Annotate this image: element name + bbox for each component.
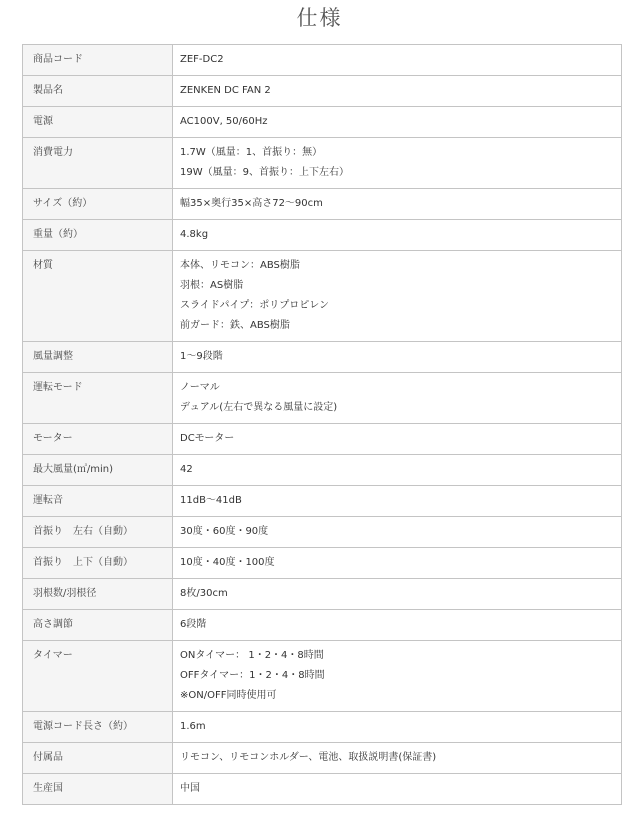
spec-label-cell bbox=[23, 220, 173, 251]
spec-row bbox=[23, 486, 622, 517]
spec-value-line: ONタイマー： 1・2・4・8時間 bbox=[180, 650, 324, 661]
spec-label: 最大風量(㎥/min) bbox=[33, 464, 114, 475]
spec-label: 首振り 左右（自動） bbox=[33, 526, 133, 537]
spec-value-line: 羽根：AS樹脂 bbox=[180, 280, 244, 291]
spec-label: 電源 bbox=[33, 116, 53, 127]
spec-label-cell bbox=[23, 743, 173, 774]
spec-value-line: 8枚/30cm bbox=[180, 588, 228, 599]
spec-table-body bbox=[23, 45, 622, 805]
spec-value-line: リモコン、リモコンホルダー、電池、取扱説明書(保証書) bbox=[180, 752, 437, 763]
spec-value-cell bbox=[173, 220, 622, 251]
spec-row bbox=[23, 548, 622, 579]
spec-label-cell bbox=[23, 342, 173, 373]
spec-value-line: 11dB〜41dB bbox=[180, 495, 242, 506]
spec-value-cell bbox=[173, 486, 622, 517]
spec-label-cell bbox=[23, 486, 173, 517]
spec-row bbox=[23, 712, 622, 743]
spec-row bbox=[23, 138, 622, 189]
spec-value-line: 19W（風量：9、首振り：上下左右） bbox=[180, 167, 349, 178]
spec-label: タイマー bbox=[33, 650, 73, 661]
spec-label: 生産国 bbox=[33, 783, 63, 794]
spec-row bbox=[23, 455, 622, 486]
spec-label: 首振り 上下（自動） bbox=[33, 557, 133, 568]
spec-row bbox=[23, 342, 622, 373]
spec-value-line: 10度・40度・100度 bbox=[180, 557, 275, 568]
spec-value-cell bbox=[173, 45, 622, 76]
spec-value-line: DCモーター bbox=[180, 433, 235, 444]
spec-label: 重量（約） bbox=[33, 229, 83, 240]
spec-label: サイズ（約） bbox=[33, 198, 93, 209]
spec-value-cell bbox=[173, 774, 622, 805]
spec-label-cell bbox=[23, 517, 173, 548]
spec-label-cell bbox=[23, 138, 173, 189]
spec-value-line: 1.6m bbox=[180, 721, 206, 732]
spec-value-line: 30度・60度・90度 bbox=[180, 526, 269, 537]
spec-label: 風量調整 bbox=[33, 351, 73, 362]
spec-label: 付属品 bbox=[33, 752, 63, 763]
spec-value-line: スライドパイプ：ポリプロピレン bbox=[180, 300, 329, 311]
spec-value-cell bbox=[173, 548, 622, 579]
spec-label-cell bbox=[23, 641, 173, 712]
spec-row bbox=[23, 220, 622, 251]
spec-row bbox=[23, 774, 622, 805]
spec-value-line: ZEF-DC2 bbox=[180, 54, 224, 65]
spec-value-line: 前ガード：鉄、ABS樹脂 bbox=[180, 320, 290, 331]
spec-value-cell bbox=[173, 455, 622, 486]
spec-value-line: ZENKEN DC FAN 2 bbox=[180, 85, 271, 96]
spec-value-line: ※ON/OFF同時使用可 bbox=[180, 690, 277, 701]
spec-label-cell bbox=[23, 774, 173, 805]
spec-label: 運転音 bbox=[33, 495, 63, 506]
spec-value-line: 1.7W（風量：1、首振り：無） bbox=[180, 147, 323, 158]
spec-value-cell bbox=[173, 76, 622, 107]
spec-value-cell bbox=[173, 342, 622, 373]
spec-row bbox=[23, 579, 622, 610]
spec-label: 電源コード長さ（約） bbox=[33, 721, 133, 732]
spec-value-cell bbox=[173, 373, 622, 424]
spec-label: モーター bbox=[33, 433, 73, 444]
spec-value-line: デュアル(左右で異なる風量に設定) bbox=[180, 402, 338, 413]
spec-value-line: OFFタイマー：1・2・4・8時間 bbox=[180, 670, 325, 681]
spec-label: 商品コード bbox=[33, 54, 83, 65]
spec-value-line: 4.8kg bbox=[180, 229, 209, 240]
spec-label-cell bbox=[23, 251, 173, 342]
spec-value-cell bbox=[173, 712, 622, 743]
spec-value-line: AC100V, 50/60Hz bbox=[180, 116, 268, 127]
spec-label-cell bbox=[23, 189, 173, 220]
spec-label: 製品名 bbox=[33, 85, 63, 96]
spec-value-line: 1〜9段階 bbox=[180, 351, 223, 362]
spec-row bbox=[23, 610, 622, 641]
spec-row bbox=[23, 743, 622, 774]
spec-row bbox=[23, 424, 622, 455]
spec-label: 高さ調節 bbox=[33, 619, 73, 630]
spec-label: 消費電力 bbox=[33, 147, 73, 158]
spec-row bbox=[23, 189, 622, 220]
spec-label-cell bbox=[23, 610, 173, 641]
spec-label: 羽根数/羽根径 bbox=[33, 588, 97, 599]
spec-row bbox=[23, 517, 622, 548]
spec-row bbox=[23, 107, 622, 138]
spec-value-cell bbox=[173, 579, 622, 610]
spec-label: 材質 bbox=[33, 260, 53, 271]
spec-value-line: 本体、リモコン：ABS樹脂 bbox=[180, 260, 300, 271]
spec-value-line: ノーマル bbox=[180, 382, 220, 393]
spec-value-line: 6段階 bbox=[180, 619, 207, 630]
spec-value-cell bbox=[173, 251, 622, 342]
spec-value-cell bbox=[173, 424, 622, 455]
spec-label-cell bbox=[23, 76, 173, 107]
spec-value-cell bbox=[173, 138, 622, 189]
spec-row bbox=[23, 641, 622, 712]
spec-value-cell bbox=[173, 517, 622, 548]
spec-value-line: 幅35×奥行35×高さ72〜90cm bbox=[180, 198, 323, 209]
spec-label-cell bbox=[23, 45, 173, 76]
spec-row bbox=[23, 373, 622, 424]
spec-value-line: 中国 bbox=[180, 783, 200, 794]
spec-label-cell bbox=[23, 455, 173, 486]
spec-label-cell bbox=[23, 424, 173, 455]
spec-value-cell bbox=[173, 610, 622, 641]
spec-label-cell bbox=[23, 712, 173, 743]
spec-value-cell bbox=[173, 189, 622, 220]
spec-label: 運転モード bbox=[33, 382, 83, 393]
spec-label-cell bbox=[23, 107, 173, 138]
spec-value-cell bbox=[173, 641, 622, 712]
spec-label-cell bbox=[23, 548, 173, 579]
spec-value-cell bbox=[173, 743, 622, 774]
spec-value-line: 42 bbox=[180, 464, 193, 475]
spec-label-cell bbox=[23, 579, 173, 610]
spec-value-cell bbox=[173, 107, 622, 138]
spec-row bbox=[23, 45, 622, 76]
spec-table bbox=[22, 44, 622, 805]
page-title: 仕様 bbox=[296, 6, 343, 30]
spec-label-cell bbox=[23, 373, 173, 424]
spec-row bbox=[23, 251, 622, 342]
spec-row bbox=[23, 76, 622, 107]
